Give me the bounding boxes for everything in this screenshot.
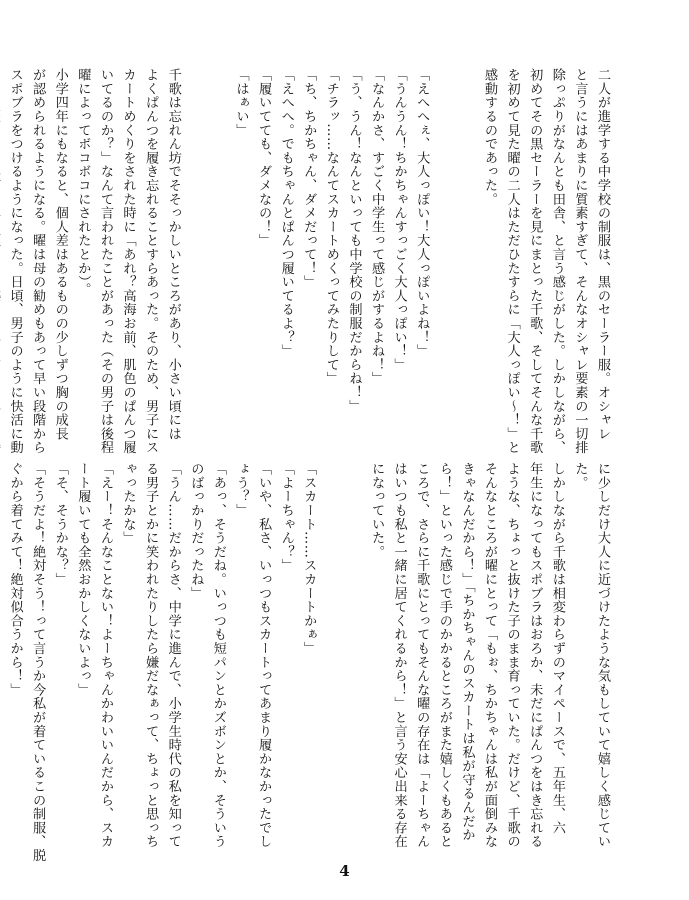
text-line: 「いや、私さ、いっつもスカートってあまり履かなかったでし — [256, 462, 272, 849]
text-line: 小学四年にもなると、個人差はあるものの少しずつ胸の成長 — [52, 68, 68, 441]
text-block-bottom — [7, 462, 613, 863]
text-line: 「そ、そうかな？」 — [52, 462, 68, 587]
text-line: 「よーちゃん？」 — [278, 462, 294, 573]
text-line: そんなところが曜にとって「もぉ、ちかちゃんは私が面倒みな — [482, 462, 498, 849]
text-line: 除っぷりがなんとも田舎、と言う感じがした。しかしながら、 — [549, 68, 565, 455]
text-line — [319, 462, 342, 822]
text-line: に少しだけ大人に近づけたような気もしていて嬉しく感じてい — [595, 462, 610, 849]
text-line: 「えへへ。でもちゃんとぱんつ履いてるよ？」 — [278, 68, 294, 358]
text-line — [0, 68, 3, 428]
text-line: ころで、さらに千歌にとってもそんな曜の存在は「よーちゃん — [414, 462, 430, 849]
text-line: 曜によってボコボコにされたとか）。 — [75, 68, 91, 296]
text-line: と言うにはあまりに質素すぎて、そんなオシャレ要素の一切排 — [572, 68, 588, 455]
text-line: 「えー！そんなことない！よーちゃんかわいいんだから、スカ — [97, 462, 113, 849]
text-line: 「そうだよ！絶対そう！って言うか今私が着ているこの制服、脱 — [30, 462, 46, 863]
text-line: る男子とかに笑われたりしたら嫌だなぁって、ちょっと思っち — [143, 462, 159, 849]
text-line: が認められるようになる。曜は母の勧めもあって早い段階から — [30, 68, 46, 455]
text-line — [342, 462, 365, 822]
text-line: カートめくりをされた時に「あれ？高海お前、肌色のぱんつ履 — [120, 68, 136, 455]
text-line — [184, 68, 207, 428]
text-block-top — [7, 68, 613, 455]
text-line: きゃなんだから！」「ちかちゃんのスカートは私が守るんだか — [459, 462, 475, 842]
text-line: 初めてその黒セーラーを見にまとった千歌、そしてそんな千歌 — [527, 68, 543, 455]
text-line — [432, 68, 455, 428]
text-line: 「うん……だからさ、中学に進んで、小学生時代の私を知って — [165, 462, 181, 849]
text-line: 「えへへぇ、大人っぽい！大人っぽいよね！」 — [414, 68, 430, 358]
text-line — [455, 68, 478, 428]
text-line: しかしながら千歌は相変わらずのマイペースで、五年生、六 — [549, 462, 565, 835]
text-line: 年生になってもスポブラはおろか、未だにぱんつをはき忘れる — [527, 462, 543, 849]
text-line: のばっかりだったね」 — [188, 462, 204, 600]
text-line: 「はぁい」 — [233, 68, 249, 137]
text-line: た。 — [572, 462, 588, 490]
text-line: 「う、うん！なんといっても中学校の制服だからね！」 — [346, 68, 362, 413]
text-line: 「うんうん！ちかちゃんすっごく大人っぽい！」 — [391, 68, 407, 372]
text-line: ゃったかな」 — [120, 462, 136, 545]
text-line: スポブラをつけるようになった。日頃、男子のように快活に動 — [7, 68, 23, 455]
text-line: 千歌は忘れん坊でそそっかしいところがあり、小さい頃には — [165, 68, 181, 441]
text-line: ート履いても全然おかしくないよっ」 — [75, 462, 91, 697]
text-line: ような、ちょっと抜けた子のまま育っていた。だけど、千歌の — [504, 462, 520, 849]
text-line: はいつも私と一緒に居てくれるから！」と言う安心出来る存在 — [391, 462, 407, 849]
text-line: いてるのか？」なんて言われたことがあった（その男子は後程 — [97, 68, 113, 455]
text-line: よくぱんつを履き忘れることすらあった。そのため、男子にス — [143, 68, 159, 455]
text-line: になっていた。 — [369, 462, 385, 559]
text-line: を初めて見た曜の二人はただひたすらに「大人っぽい〜！」と — [504, 68, 520, 455]
text-line: ぐから着てみて！絶対似合うから！」 — [7, 462, 23, 697]
text-line — [206, 68, 229, 428]
text-line: 「あっ、そうだね。いっつも短パンとかズボンとか、そういう — [210, 462, 226, 849]
text-line: 感動するのであった。 — [482, 68, 498, 206]
text-line: 「チラッ……なんてスカートめくってみたりして」 — [323, 68, 339, 386]
text-line: 「履いてても、ダメなの！」 — [256, 68, 272, 248]
text-line: ら！」といった感じで手のかかるところがまた嬉しくもあると — [436, 462, 452, 849]
page-number: 4 — [339, 862, 350, 880]
text-line: 「なんかさ、すごく中学生って感じがするよね！」 — [369, 68, 385, 386]
text-line: 「スカート……スカートかぁ」 — [301, 462, 317, 656]
text-line: ょう？」 — [233, 462, 249, 518]
text-line: 「ち、ちかちゃん、ダメだって！」 — [301, 68, 317, 289]
text-line: 二人が進学する中学校の制服は、黒のセーラー服。オシャレ — [595, 68, 610, 441]
